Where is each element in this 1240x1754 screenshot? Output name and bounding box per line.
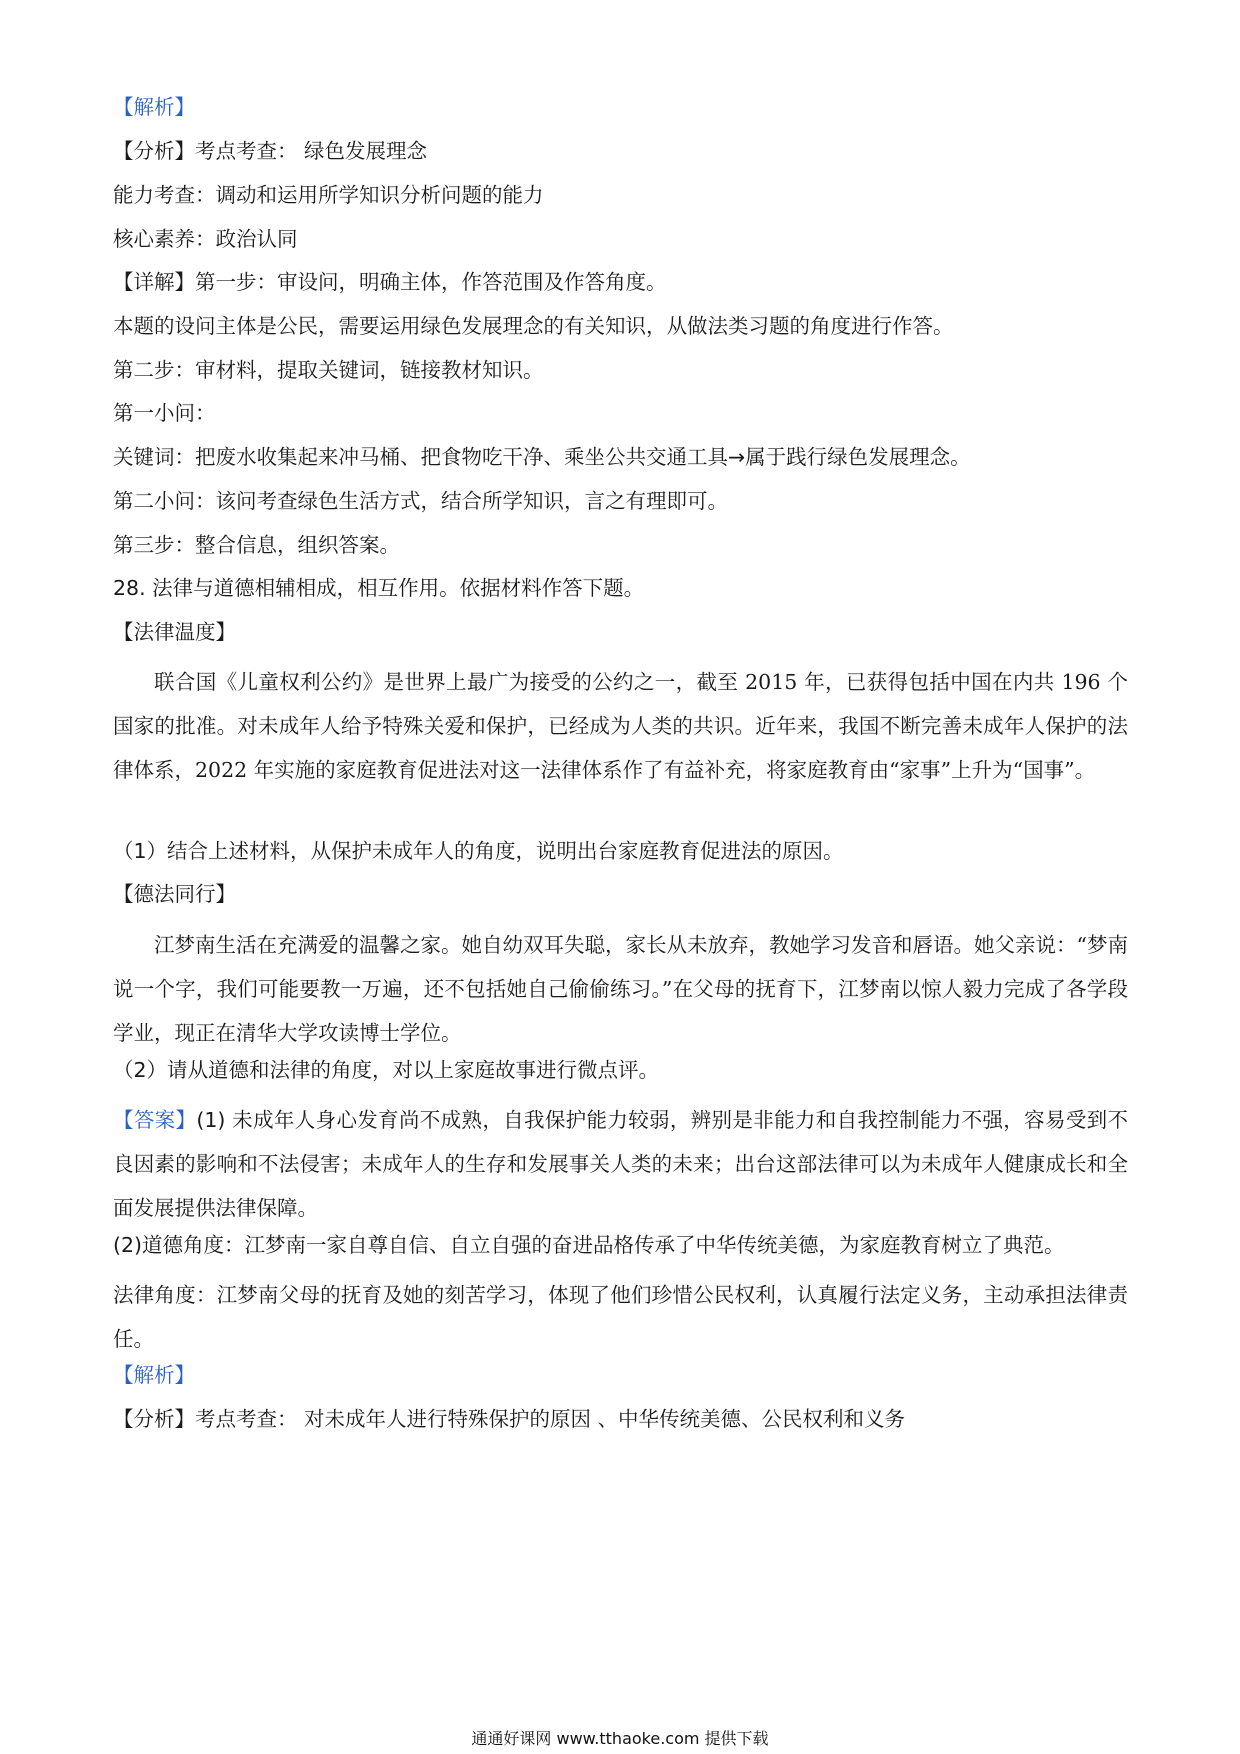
analysis-points-2 (113, 1404, 1128, 1434)
footer-credit: 通通好课网 www.tthaoke.com 提供下载 (471, 1729, 769, 1748)
analysis-heading: 【解析】 (113, 95, 195, 119)
answer-part1-text: (1) 未成年人身心发育尚不成熟，自我保护能力较弱，辨别是非能力和自我控制能力不强，容易受到不良因素的影响和不法侵害；未成年人的生存和发展事关人类的未来；出台这部法律可以为未成年人健康成长和全面发展提供法律保障。 (113, 1108, 1128, 1220)
virtue-law-material: 江梦南生活在充满爱的温馨之家。她自幼双耳失聪，家长从未放弃，教她学习发音和唇语。她父亲说：“梦南说一个字，我们可能要教一万遍，还不包括她自己偷偷练习。”在父母的抚育下，江梦南以惊人毅力完成了各学段学业，现正在清华大学攻读博士学位。 (113, 933, 1128, 1045)
step1-detail: 本题的设问主体是公民，需要运用绿色发展理念的有关知识，从做法类习题的角度进行作答。 (113, 314, 954, 338)
section-law-warmth-title: 【法律温度】 (113, 620, 236, 644)
analysis-heading-2: 【解析】 (113, 1363, 195, 1387)
section-virtue-law-title: 【德法同行】 (113, 882, 236, 906)
answer-part2-law: 法律角度：江梦南父母的抚育及她的刻苦学习，体现了他们珍惜公民权利，认真履行法定义务，主动承担法律责任。 (113, 1283, 1128, 1351)
law-warmth-material: 联合国《儿童权利公约》是世界上最广为接受的公约之一，截至 2015 年，已获得包括中国在内共 196 个国家的批准。对未成年人给予特殊关爱和保护，已经成为人类的共识。近年来，我国不断完善未成年人保护的法律体系，2022 年实施的家庭教育促进法对这一法律体系作了有益补充，将家庭教育由“家事”上升为“国事”。 (113, 670, 1128, 782)
sub-question-1: （1）结合上述材料，从保护未成年人的角度，说明出台家庭教育促进法的原因。 (113, 839, 844, 863)
step3: 第三步：整合信息，组织答案。 (113, 533, 400, 557)
step2: 第二步：审材料，提取关键词，链接教材知识。 (113, 358, 544, 382)
core-literacy-line: 核心素养：政治认同 (113, 227, 298, 251)
fenxi-label: 【分析】 (113, 139, 195, 163)
q1-title: 第一小问： (113, 401, 216, 425)
xiangjie-label: 【详解】 (113, 270, 195, 294)
fenxi-label-2: 【分析】 (113, 1407, 195, 1431)
answer-part1 (113, 1098, 1128, 1230)
sub-question-2: （2）请从道德和法律的角度，对以上家庭故事进行微点评。 (113, 1058, 660, 1082)
answer-part2-moral: (2)道德角度：江梦南一家自尊自信、自立自强的奋进品格传承了中华传统美德，为家庭教育树立了典范。 (113, 1233, 1065, 1257)
question-28-stem: 28. 法律与道德相辅相成，相互作用。依据材料作答下题。 (113, 576, 645, 600)
fenxi-text: 考点考查： 绿色发展理念 (195, 139, 428, 163)
answer-label: 【答案】 (113, 1108, 197, 1132)
analysis-points (113, 136, 1128, 166)
q2-line: 第二小问：该问考查绿色生活方式，结合所学知识，言之有理即可。 (113, 489, 728, 513)
keywords-line: 关键词：把废水收集起来冲马桶、把食物吃干净、乘坐公共交通工具→属于践行绿色发展理念。 (113, 445, 971, 469)
fenxi-text-2: 考点考查： 对未成年人进行特殊保护的原因 、中华传统美德、公民权利和义务 (195, 1407, 906, 1431)
step1-text: 第一步：审设问，明确主体，作答范围及作答角度。 (195, 270, 667, 294)
ability-line: 能力考查：调动和运用所学知识分析问题的能力 (113, 183, 544, 207)
detail-step1 (113, 267, 1128, 297)
